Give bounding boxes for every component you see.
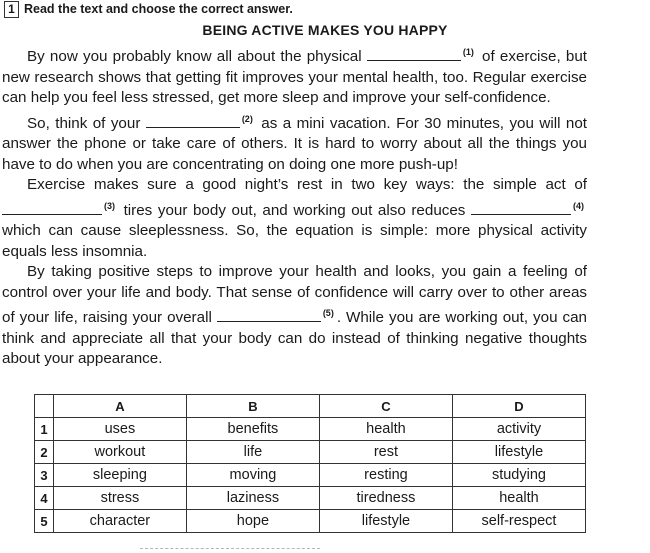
table-row (35, 487, 586, 510)
paragraph-4: By taking positive steps to improve your health and looks, you gain a feeling of control over your life and body. That sense of confidence will carry over to other areas of your life, raising your overall $^{(5)}$ . While you are working out, you can think and appreciate all that your body can do instead of thinking negative thoughts about your appearance. (2, 263, 588, 368)
table-header-row (35, 395, 586, 418)
row-number: 1 (35, 418, 54, 441)
gap-2-number: (2) (241, 113, 253, 124)
header-b: B (186, 395, 319, 418)
option-4b: laziness (186, 487, 319, 510)
option-1a: uses (53, 418, 186, 441)
reading-text (2, 42, 587, 370)
faint-divider (140, 548, 320, 549)
paragraph-1: By now you probably know all about the physical $^{(1)}$ of exercise, but new research shows that getting fit improves your mental health, too. Regular exercise can help you feel less stressed, get more sleep and improve your self-confidence. (2, 47, 587, 107)
gap-5-number: (5) (322, 308, 334, 319)
option-3c: resting (319, 464, 452, 487)
table-row (35, 464, 586, 487)
table-row (35, 510, 586, 533)
option-5c: lifestyle (319, 510, 452, 533)
table-row (35, 418, 586, 441)
gap-1-blank (367, 46, 461, 61)
option-3d: studying (452, 464, 585, 487)
header-corner (35, 395, 54, 418)
table-row (35, 441, 586, 464)
option-1d: activity (452, 418, 585, 441)
answer-options-table (34, 394, 586, 533)
header-a: A (53, 395, 186, 418)
task-header (4, 0, 293, 18)
option-5a: character (53, 510, 186, 533)
option-4d: health (452, 487, 585, 510)
task-instruction: Read the text and choose the correct answer. (24, 2, 293, 16)
option-5b: hope (186, 510, 319, 533)
header-c: C (319, 395, 452, 418)
option-1c: health (319, 418, 452, 441)
option-2c: rest (319, 441, 452, 464)
option-3a: sleeping (53, 464, 186, 487)
paragraph-2: So, think of your $^{(2)}$ as a mini vacation. For 30 minutes, you will not answer the phone or take care of others. It is hard to worry about all the things you have to do when you are concentrating on doing one more push-up! (2, 113, 587, 173)
option-1b: benefits (186, 418, 319, 441)
task-number: 1 (4, 1, 19, 18)
paragraph-3: Exercise makes sure a good night’s rest in two key ways: the simple act of $^{(3)}$ tires your body out, and working out also reduces $^{(4)}$ which can cause sleeplessness. So, the equation is simple: more physical activity equals less insomnia. (2, 176, 587, 260)
gap-3-number: (3) (104, 200, 115, 211)
gap-5-blank (217, 307, 321, 322)
option-2a: workout (53, 441, 186, 464)
row-number: 4 (35, 487, 54, 510)
text-title: BEING ACTIVE MAKES YOU HAPPY (202, 22, 448, 38)
gap-3-blank (2, 200, 102, 215)
row-number: 2 (35, 441, 54, 464)
gap-2-blank (146, 113, 240, 128)
gap-4-number: (4) (573, 200, 584, 211)
gap-1-number: (1) (462, 47, 474, 57)
row-number: 5 (35, 510, 54, 533)
gap-4-blank (471, 200, 571, 215)
option-4c: tiredness (319, 487, 452, 510)
option-2d: lifestyle (452, 441, 585, 464)
option-2b: life (186, 441, 319, 464)
header-d: D (452, 395, 585, 418)
option-4a: stress (53, 487, 186, 510)
option-5d: self-respect (452, 510, 585, 533)
row-number: 3 (35, 464, 54, 487)
option-3b: moving (186, 464, 319, 487)
